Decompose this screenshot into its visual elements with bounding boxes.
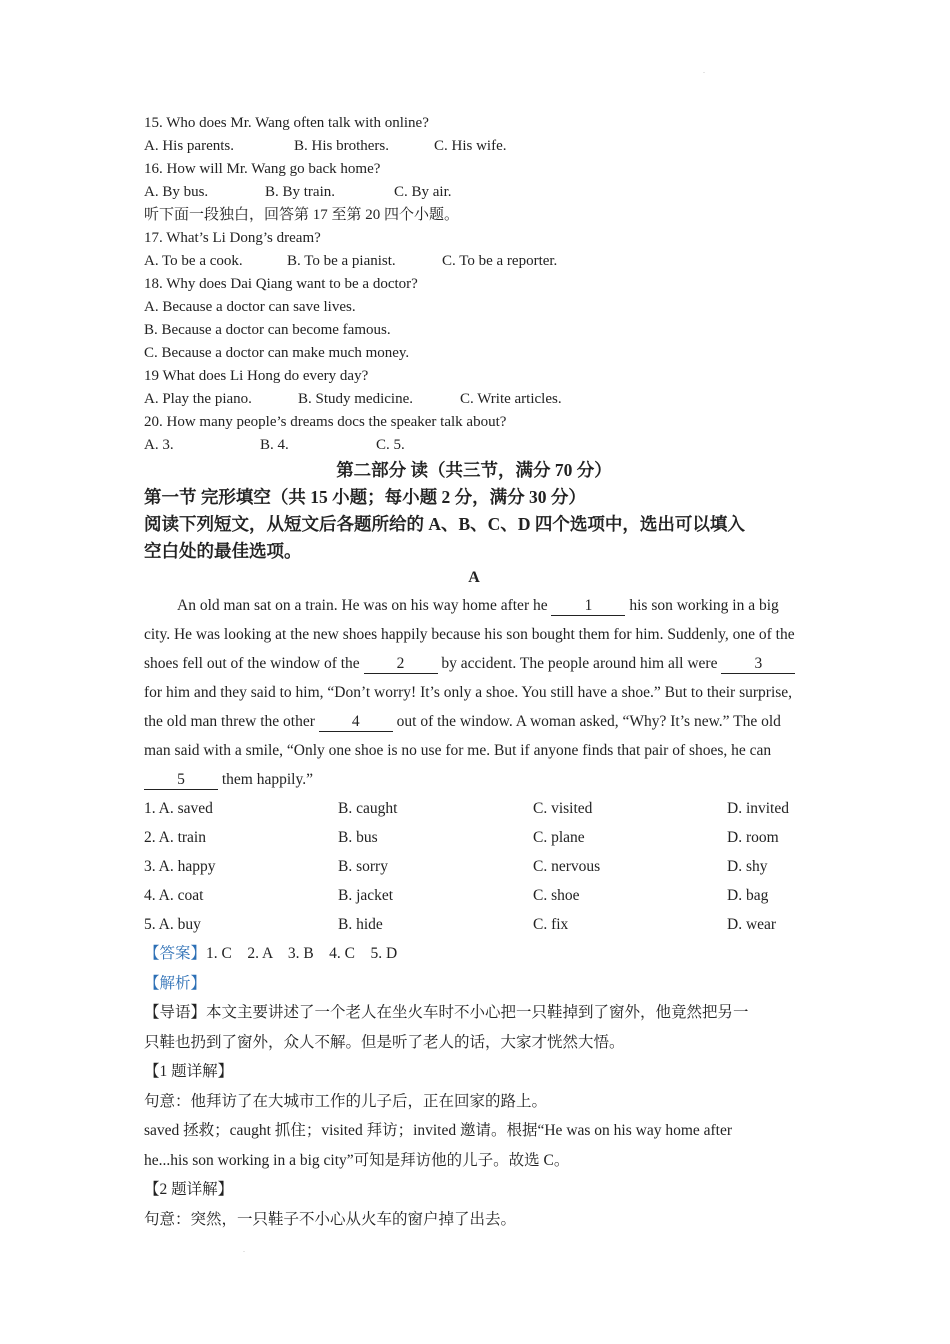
option: D. wear [727, 916, 777, 933]
option: D. room [727, 829, 779, 846]
blank-5: 5 [144, 771, 218, 790]
option: B. Because a doctor can become famous. [144, 322, 391, 338]
option: B. By train. [265, 184, 335, 200]
option: B. sorry [338, 858, 388, 875]
option: C. visited [533, 800, 593, 817]
analysis-label: 【解析】 [144, 974, 207, 992]
instruction-line-1: 阅读下列短文，从短文后各题所给的 A、B、C、D 四个选项中，选出可以填入 [144, 514, 745, 534]
passage-text: his son working in a big city. He was looking at the new shoes happily because his son bought them for him. Suddenly, one of the shoes fell out of the window of the [144, 597, 795, 672]
question-20-options [144, 434, 804, 457]
option: B. hide [338, 916, 383, 933]
question-18: 18. Why does Dai Qiang want to be a doctor? [144, 276, 418, 292]
option: B. bus [338, 829, 378, 846]
detail-1-line-2: saved 拯救；caught 抓住；visited 拜访；invited 邀请。根据“He was on his way home after [144, 1122, 733, 1139]
option: D. invited [727, 800, 789, 817]
option: C. By air. [394, 184, 452, 200]
detail-1-line-1: 句意：他拜访了在大城市工作的儿子后，正在回家的路上。 [144, 1092, 548, 1110]
option: A. His parents. [144, 138, 234, 154]
blank-4: 4 [319, 713, 393, 732]
option: A. 3. [144, 437, 174, 453]
option: B. 4. [260, 437, 289, 453]
option: 3. A. happy [144, 858, 216, 875]
answer-label: 【答案】 [144, 945, 207, 962]
option: B. caught [338, 800, 398, 817]
blank-3: 3 [721, 655, 795, 674]
option: C. His wife. [434, 138, 507, 154]
cloze-passage [144, 591, 804, 794]
option: D. shy [727, 858, 768, 875]
question-19: 19 What does Li Hong do every day? [144, 368, 369, 384]
guide-line-1: 【导语】本文主要讲述了一个老人在坐火车时不小心把一只鞋掉到了窗外，他竟然把另一 [144, 1004, 749, 1021]
detail-1-title: 【1 题详解】 [144, 1063, 234, 1080]
option: B. His brothers. [294, 138, 389, 154]
option: C. plane [533, 829, 585, 846]
guide-line-2: 只鞋也扔到了窗外，众人不解。但是听了老人的话，大家才恍然大悟。 [144, 1033, 625, 1051]
detail-2-title: 【2 题详解】 [144, 1181, 234, 1198]
option: B. jacket [338, 887, 394, 904]
option: 2. A. train [144, 829, 206, 846]
option: 5. A. buy [144, 916, 201, 933]
blank-2: 2 [364, 655, 438, 674]
question-16: 16. How will Mr. Wang go back home? [144, 161, 381, 177]
listening-instruction: 听下面一段独白，回答第 17 至第 20 四个小题。 [144, 207, 460, 223]
passage-text: out of the window. A woman asked, “Why? It’s new.” The old man said with a smile, “Only one shoe is no use for me. But if anyone finds that pair of shoes, he can [144, 713, 781, 759]
answer-line [144, 939, 804, 969]
option: A. Play the piano. [144, 391, 252, 407]
corner-mark: . [703, 66, 705, 75]
document-page [144, 112, 804, 1234]
detail-1-line-3: he...his son working in a big city”可知是拜访他的儿子。故选 C。 [144, 1151, 570, 1169]
section-title: 第一节 完形填空（共 15 小题；每小题 2 分，满分 30 分） [144, 487, 586, 507]
option: B. To be a pianist. [287, 253, 396, 269]
option: C. Because a doctor can make much money. [144, 345, 410, 361]
question-17: 17. What’s Li Dong’s dream? [144, 230, 321, 246]
passage-text: for him and they said to him, “Don’t worry! It’s only a shoe. You still have a shoe.” But to their surprise, the old man threw the other [144, 684, 793, 730]
question-16-options [144, 181, 804, 204]
option: A. To be a cook. [144, 253, 243, 269]
option: D. bag [727, 887, 769, 904]
blank-1: 1 [551, 597, 625, 616]
question-15: 15. Who does Mr. Wang often talk with online? [144, 115, 429, 131]
option: C. To be a reporter. [442, 253, 558, 269]
passage-text: by accident. The people around him all were [437, 655, 722, 672]
option: B. Study medicine. [298, 391, 413, 407]
options-row-1 [144, 794, 804, 823]
explanation [144, 939, 804, 1234]
option: C. 5. [376, 437, 405, 453]
option: A. Because a doctor can save lives. [144, 299, 356, 315]
bottom-mark: . [243, 1245, 245, 1254]
options-row-2 [144, 823, 804, 852]
passage-label: A [468, 569, 480, 586]
question-17-options [144, 250, 804, 273]
option: C. nervous [533, 858, 601, 875]
question-19-options [144, 388, 804, 411]
option: A. By bus. [144, 184, 209, 200]
analysis-label-line [144, 969, 804, 999]
options-row-4 [144, 881, 804, 910]
options-row-5 [144, 910, 804, 939]
passage-text: them happily.” [218, 771, 313, 788]
detail-2-line-1: 句意：突然，一只鞋子不小心从火车的窗户掉了出去。 [144, 1210, 517, 1228]
question-15-options [144, 135, 804, 158]
option: 4. A. coat [144, 887, 204, 904]
passage-text: An old man sat on a train. He was on his way home after he [177, 597, 552, 614]
option: 1. A. saved [144, 800, 213, 817]
answer-text: 1. C 2. A 3. B 4. C 5. D [206, 945, 398, 962]
option: C. shoe [533, 887, 580, 904]
option: C. fix [533, 916, 569, 933]
question-20: 20. How many people’s dreams docs the speaker talk about? [144, 414, 507, 430]
instruction-line-2: 空白处的最佳选项。 [144, 541, 302, 561]
options-row-3 [144, 852, 804, 881]
option: C. Write articles. [460, 391, 562, 407]
part-title: 第二部分 读（共三节，满分 70 分） [336, 460, 612, 480]
